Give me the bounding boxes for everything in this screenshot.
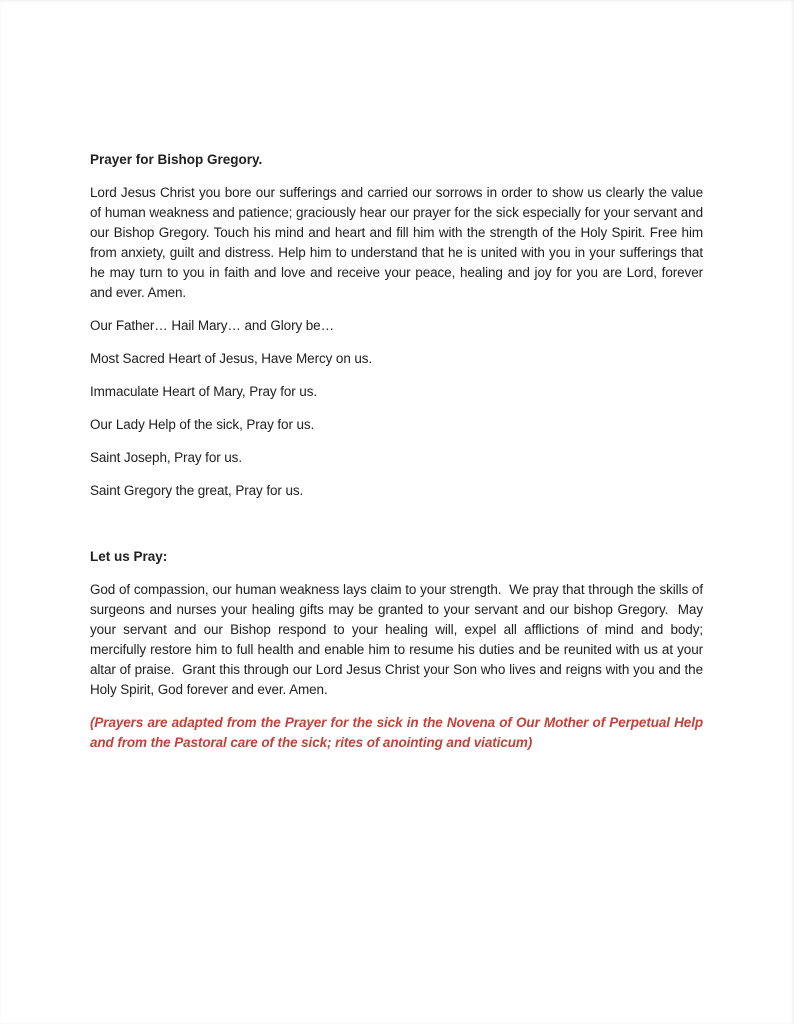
main-prayer-paragraph: Lord Jesus Christ you bore our sufferings and carried our sorrows in order to show us clearly the value of human weakness and patience; graciously hear our prayer for the sick especially for your servant and our Bishop Gregory. Touch his mind and heart and fill him with the strength of the Holy Spirit. Free him from anxiety, guilt and distress. Help him to understand that he is united with you in your sufferings that he may turn to you in faith and love and receive your peace, healing and joy for you are Lord, forever and ever. Amen. (90, 185, 703, 300)
blank-line (90, 514, 703, 534)
invocation-line: Most Sacred Heart of Jesus, Have Mercy on us. (90, 351, 373, 366)
let-us-pray-heading: Let us Pray: (90, 549, 168, 564)
invocation-line: Saint Joseph, Pray for us. (90, 450, 242, 465)
invocation-line: Our Father… Hail Mary… and Glory be… (90, 318, 334, 333)
document-title: Prayer for Bishop Gregory. (90, 152, 263, 167)
invocation-line: Our Lady Help of the sick, Pray for us. (90, 417, 315, 432)
invocation-line: Immaculate Heart of Mary, Pray for us. (90, 384, 318, 399)
source-attribution-note: (Prayers are adapted from the Prayer for the sick in the Novena of Our Mother of Perpetual Help and from the Pastoral care of the sick; rites of anointing and viaticum) (90, 715, 703, 750)
invocation-line: Saint Gregory the great, Pray for us. (90, 483, 304, 498)
closing-prayer-paragraph: God of compassion, our human weakness lays claim to your strength. We pray that through the skills of surgeons and nurses your healing gifts may be granted to your servant and our bishop Gregory. May your servant and our Bishop respond to your healing will, expel all afflictions of mind and body; mercifully restore him to full health and enable him to resume his duties and be reunited with us at your altar of praise. Grant this through our Lord Jesus Christ your Son who lives and reigns with you and the Holy Spirit, God forever and ever. Amen. (90, 582, 703, 697)
